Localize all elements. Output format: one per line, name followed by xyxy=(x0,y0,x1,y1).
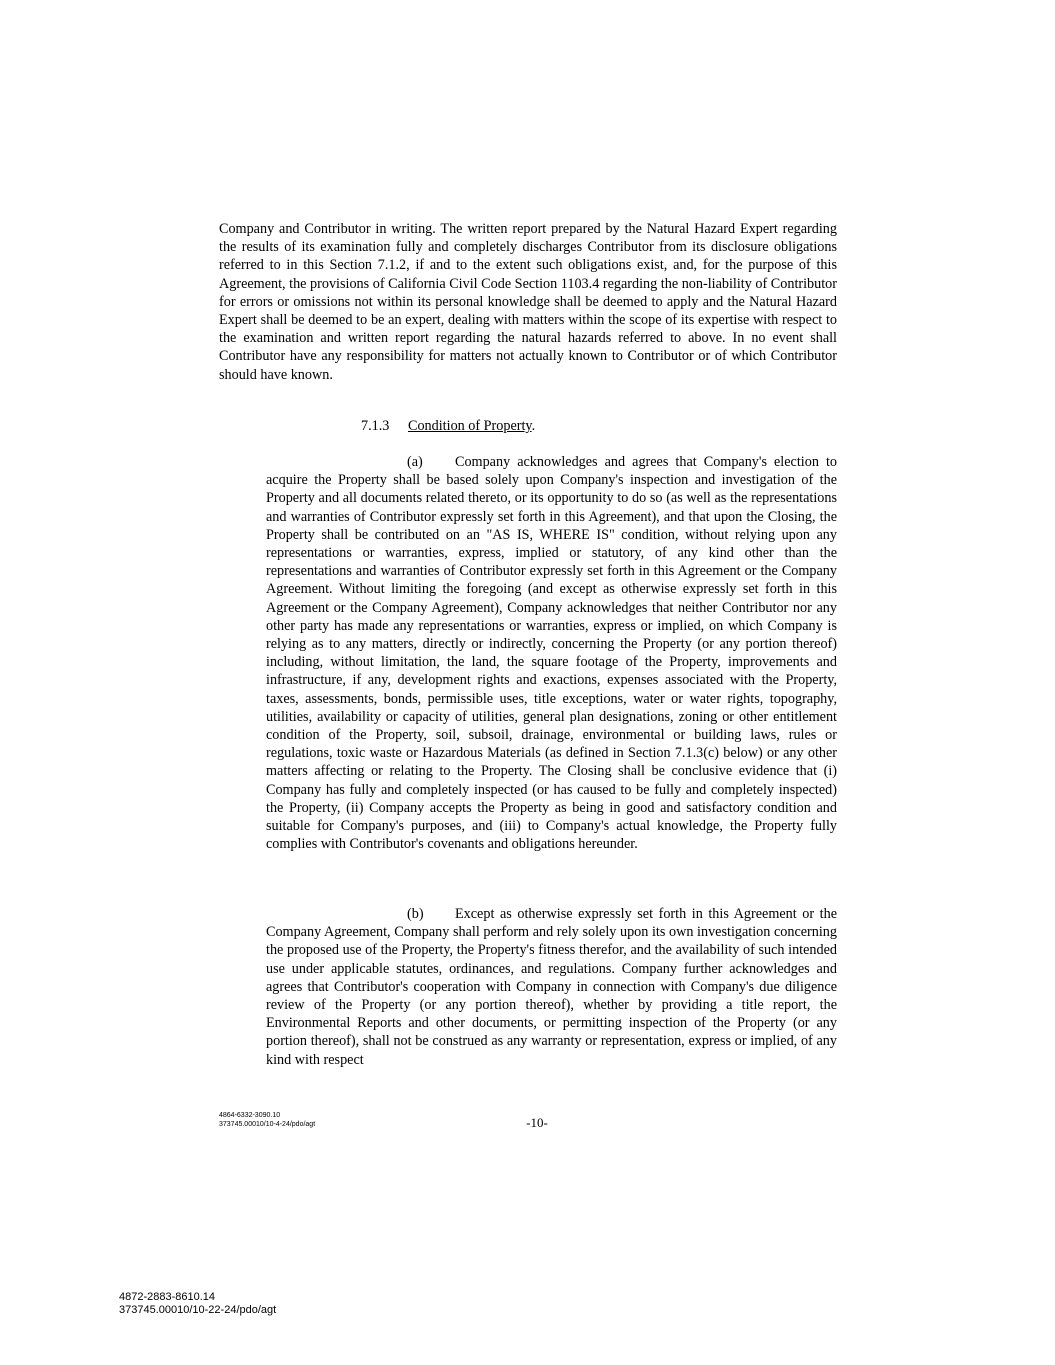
subsection-b-label: (b) xyxy=(407,906,424,922)
subsection-b xyxy=(266,905,837,1069)
footer-document-id xyxy=(219,1111,315,1129)
subsection-a-label: (a) xyxy=(407,454,423,470)
bottom-stamp-line2: 373745.00010/10-22-24/pdo/agt xyxy=(119,1304,277,1316)
section-heading xyxy=(361,417,535,435)
section-number: 7.1.3 xyxy=(361,418,390,434)
section-title: Condition of Property xyxy=(408,418,532,434)
subsection-a-text: Company acknowledges and agrees that Company's election to acquire the Property shall be based solely upon Company's inspection and investigation of the Property and all documents related thereto, or its opportunity to do so (as well as the representations and warranties of Contributor expressly set forth in this Agreement), and that upon the Closing, the Property shall be contributed on an "AS IS, WHERE IS" condition, without relying upon any representations or warranties, express, implied or statutory, of any kind other than the representations and warranties of Contributor expressly set forth in this Agreement or the Company Agreement. Without limiting the foregoing (and except as otherwise expressly set forth in this Agreement or the Company Agreement), Company acknowledges that neither Contributor nor any other party has made any representations or warranties, express or implied, on which Company is relying as to any matters, directly or indirectly, concerning the Property (or any portion thereof) including, without limitation, the land, the square footage of the Property, improvements and infrastructure, if any, development rights and exactions, expenses associated with the Property, taxes, assessments, bonds, permissible uses, title exceptions, water or water rights, topography, utilities, availability or capacity of utilities, general plan designations, zoning or other entitlement condition of the Property, soil, subsoil, drainage, environmental or building laws, rules or regulations, toxic waste or Hazardous Materials (as defined in Section 7.1.3(c) below) or any other matters affecting or relating to the Property. The Closing shall be conclusive evidence that (i) Company has fully and completely inspected (or has caused to be fully and completely inspected) the Property, (ii) Company accepts the Property as being in good and satisfactory condition and suitable for Company's purposes, and (iii) to Company's actual knowledge, the Property fully complies with Contributor's covenants and obligations hereunder. xyxy=(266,454,837,853)
bottom-document-stamp xyxy=(119,1291,276,1317)
intro-paragraph: Company and Contributor in writing. The written report prepared by the Natural Hazard Expert regarding the results of its examination fully and completely discharges Contributor from its disclosure obligations referred to in this Section 7.1.2, if and to the extent such obligations exist, and, for the purpose of this Agreement, the provisions of California Civil Code Section 1103.4 regarding the non-liability of Contributor for errors or omissions not within its personal knowledge shall be deemed to apply and the Natural Hazard Expert shall be deemed to be an expert, dealing with matters within the scope of its expertise with respect to the examination and written report regarding the natural hazards referred to above. In no event shall Contributor have any responsibility for matters not actually known to Contributor or of which Contributor should have known. xyxy=(219,221,837,383)
section-title-period: . xyxy=(531,418,536,434)
bottom-stamp-line1: 4872-2883-8610.14 xyxy=(119,1291,216,1303)
page-number: -10- xyxy=(526,1115,548,1130)
footer-doc-id-line2: 373745.00010/10-4-24/pdo/agt xyxy=(219,1121,316,1128)
subsection-a xyxy=(266,453,837,853)
subsection-b-text: Except as otherwise expressly set forth in this Agreement or the Company Agreement, Company shall perform and rely solely upon its own investigation concerning the proposed use of the Property, the Property's fitness therefor, and the availability of such intended use under applicable statutes, ordinances, and regulations. Company further acknowledges and agrees that Contributor's cooperation with Company in connection with Company's due diligence review of the Property (or any portion thereof), whether by providing a title report, the Environmental Reports and other documents, or permitting inspection of the Property (or any portion thereof), shall not be construed as any warranty or representation, express or implied, of any kind with respect xyxy=(266,906,837,1068)
footer-doc-id-line1: 4864-6332-3090.10 xyxy=(219,1112,281,1119)
